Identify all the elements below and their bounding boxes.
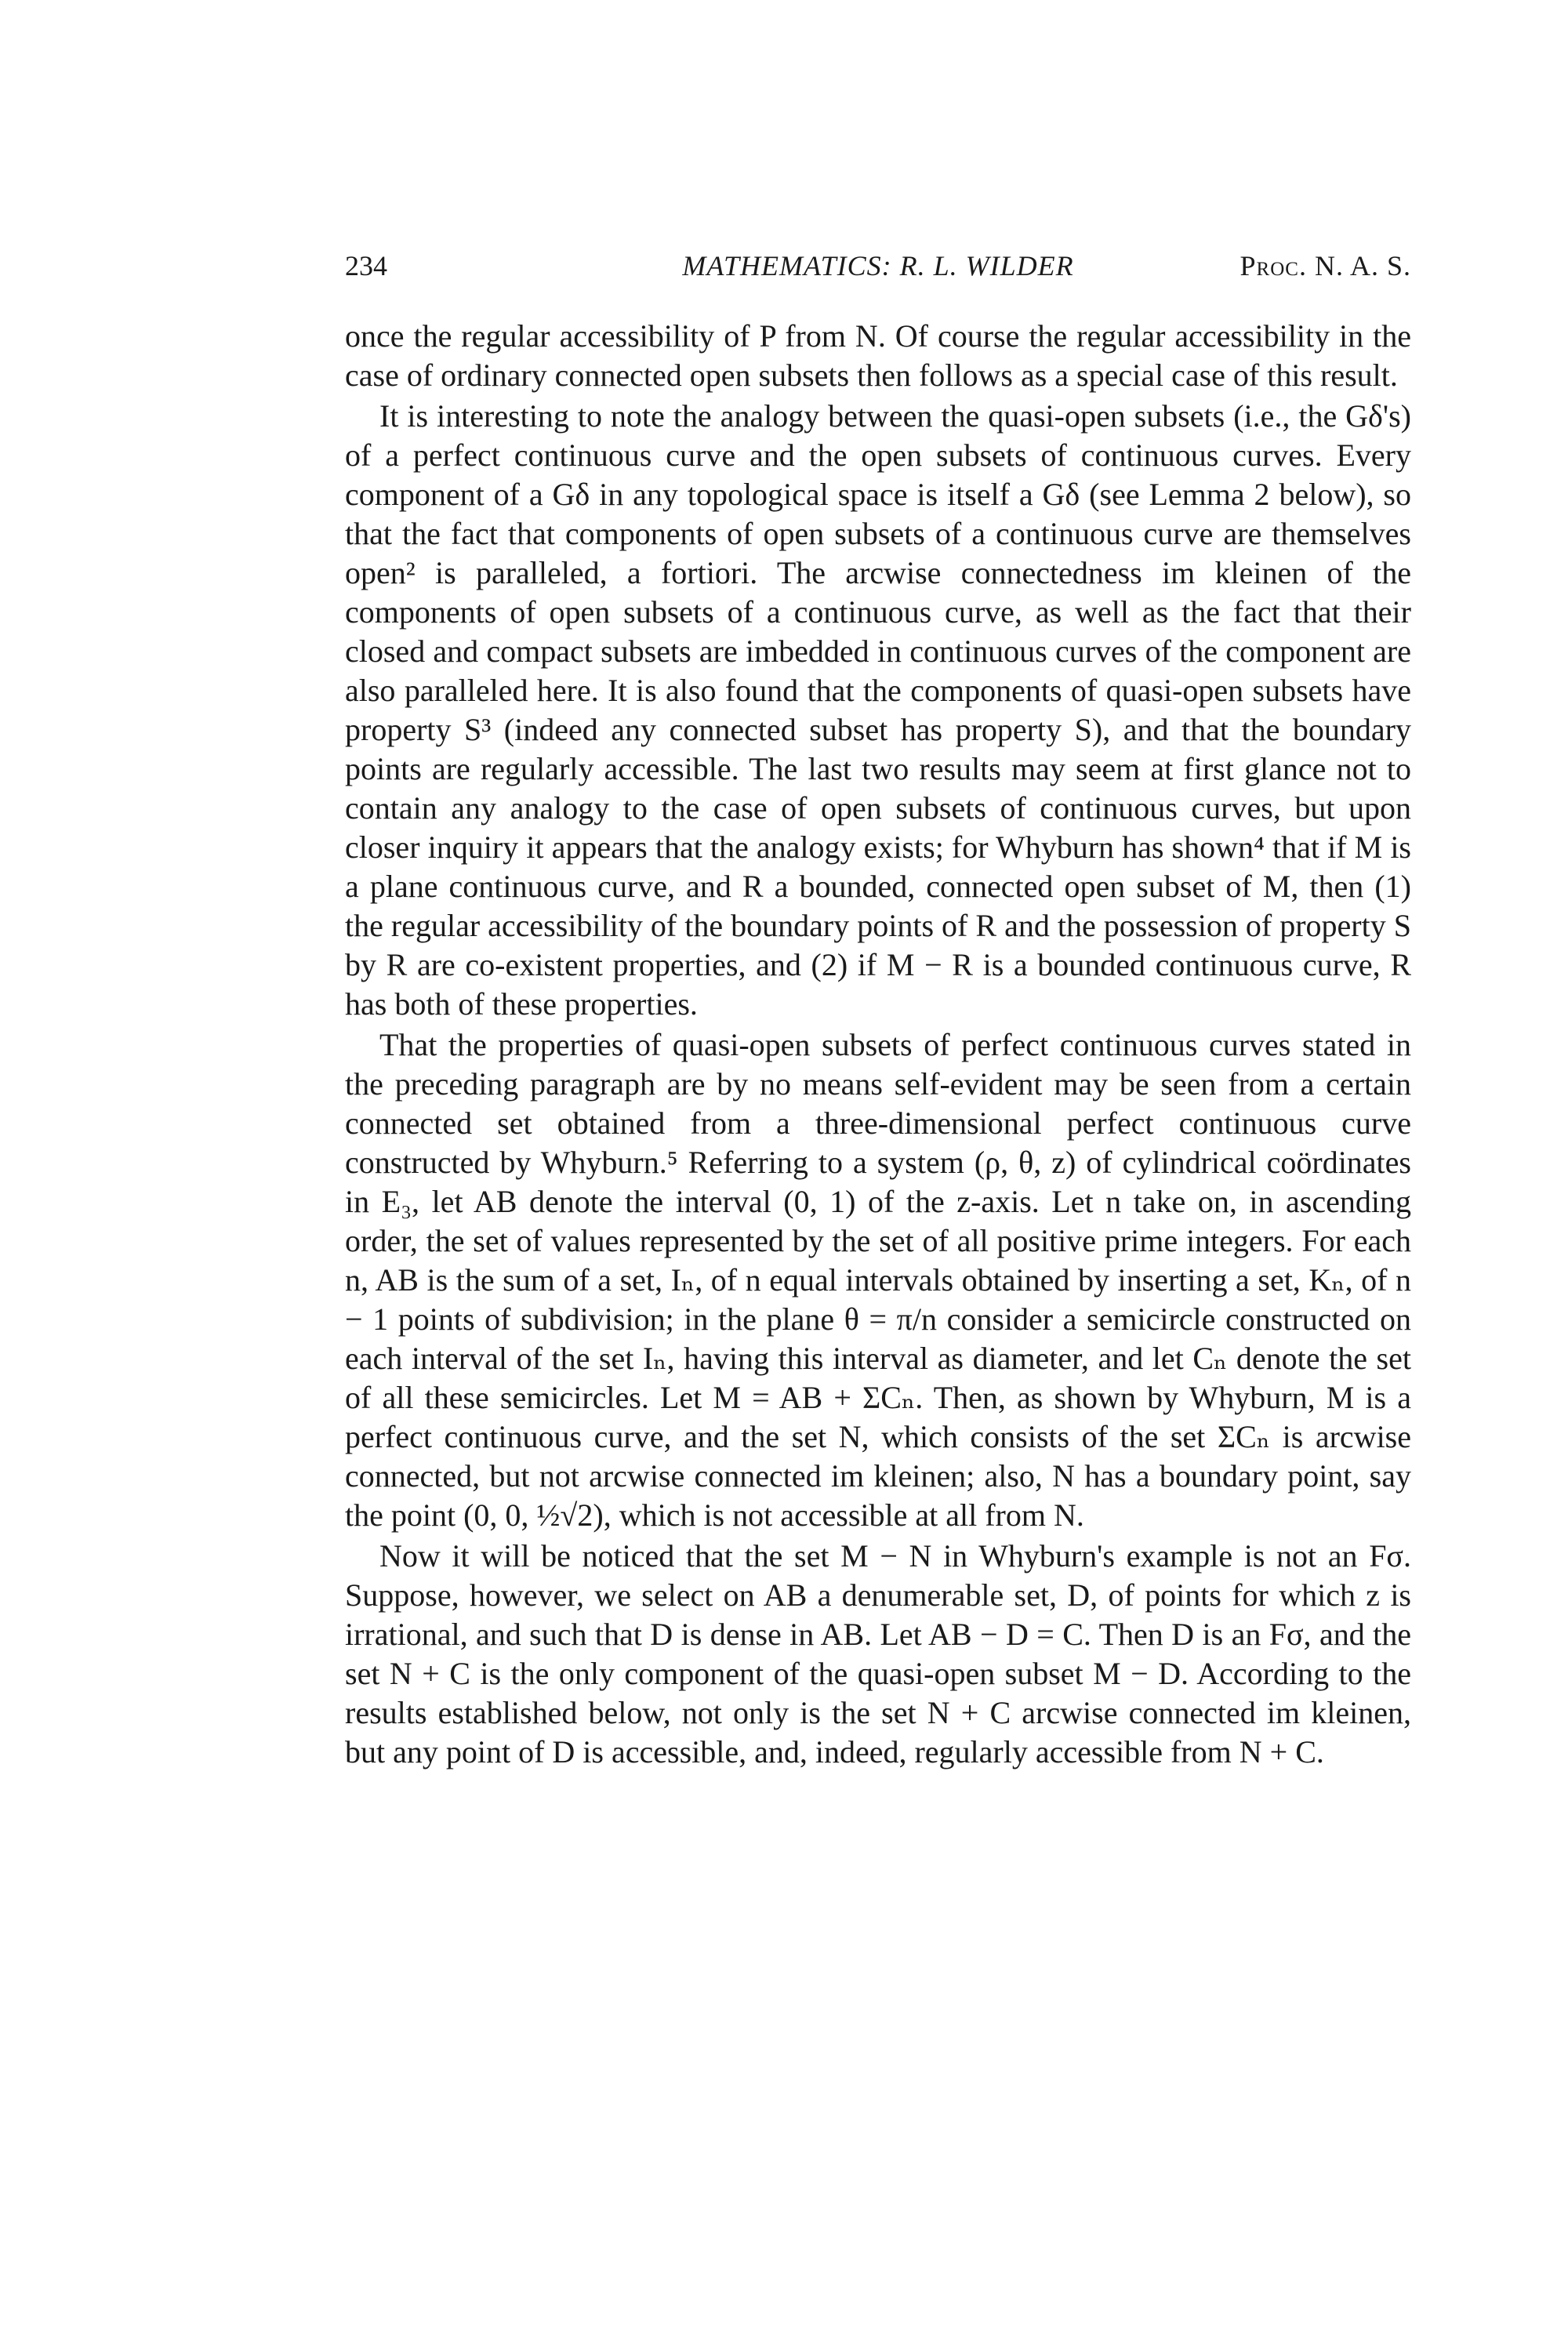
page-number: 234: [345, 250, 387, 281]
running-title: MATHEMATICS: R. L. WILDER: [682, 250, 1074, 281]
body-text: [345, 317, 1411, 1772]
paragraph-1: once the regular accessibility of P from N. Of course the regular accessibility in the case of ordinary connected open subsets then follows as a special case of this result.: [345, 318, 1411, 393]
paragraph-2: It is interesting to note the analogy between the quasi-open subsets (i.e., the Gδ's) of a perfect continuous curve and the open subsets of continuous curves. Every component of a Gδ in any topological space is itself a Gδ (see Lemma 2 below), so that the fact that components of open subsets of a continuous curve are themselves open² is paralleled, a fortiori. The arcwise connectedness im kleinen of the components of open subsets of a continuous curve, as well as the fact that their closed and compact subsets are imbedded in continuous curves of the component are also paralleled here. It is also found that the components of quasi-open subsets have property S³ (indeed any connected subset has property S), and that the boundary points are regularly accessible. The last two results may seem at first glance not to contain any analogy to the case of open subsets of continuous curves, but upon closer inquiry it appears that the analogy exists; for Whyburn has shown⁴ that if M is a plane continuous curve, and R a bounded, connected open subset of M, then (1) the regular accessibility of the boundary points of R and the possession of property S by R are co-existent properties, and (2) if M − R is a bounded continuous curve, R has both of these properties.: [345, 398, 1411, 1022]
running-head: [345, 246, 1411, 285]
paragraph-3: That the properties of quasi-open subsets of perfect continuous curves stated in the preceding paragraph are by no means self-evident may be seen from a certain connected set obtained from a three-dimensional perfect continuous curve constructed by Whyburn.⁵ Referring to a system (ρ, θ, z) of cylindrical coördinates in E₃, let AB denote the interval (0, 1) of the z-axis. Let n take on, in ascending order, the set of values represented by the set of all positive prime integers. For each n, AB is the sum of a set, Iₙ, of n equal intervals obtained by inserting a set, Kₙ, of n − 1 points of subdivision; in the plane θ = π/n consider a semicircle constructed on each interval of the set Iₙ, having this interval as diameter, and let Cₙ denote the set of all these semicircles. Let M = AB + ΣCₙ. Then, as shown by Whyburn, M is a perfect continuous curve, and the set N, which consists of the set ΣCₙ is arcwise connected, but not arcwise connected im kleinen; also, N has a boundary point, say the point (0, 0, ½√2), which is not accessible at all from N.: [345, 1027, 1411, 1533]
journal-abbreviation: Proc. N. A. S.: [1240, 250, 1411, 281]
paragraph-4: Now it will be noticed that the set M − N in Whyburn's example is not an Fσ. Suppose, however, we select on AB a denumerable set, D, of points for which z is irrational, and such that D is dense in AB. Let AB − D = C. Then D is an Fσ, and the set N + C is the only component of the quasi-open subset M − D. According to the results established below, not only is the set N + C arcwise connected im kleinen, but any point of D is accessible, and, indeed, regularly accessible from N + C.: [345, 1538, 1411, 1769]
